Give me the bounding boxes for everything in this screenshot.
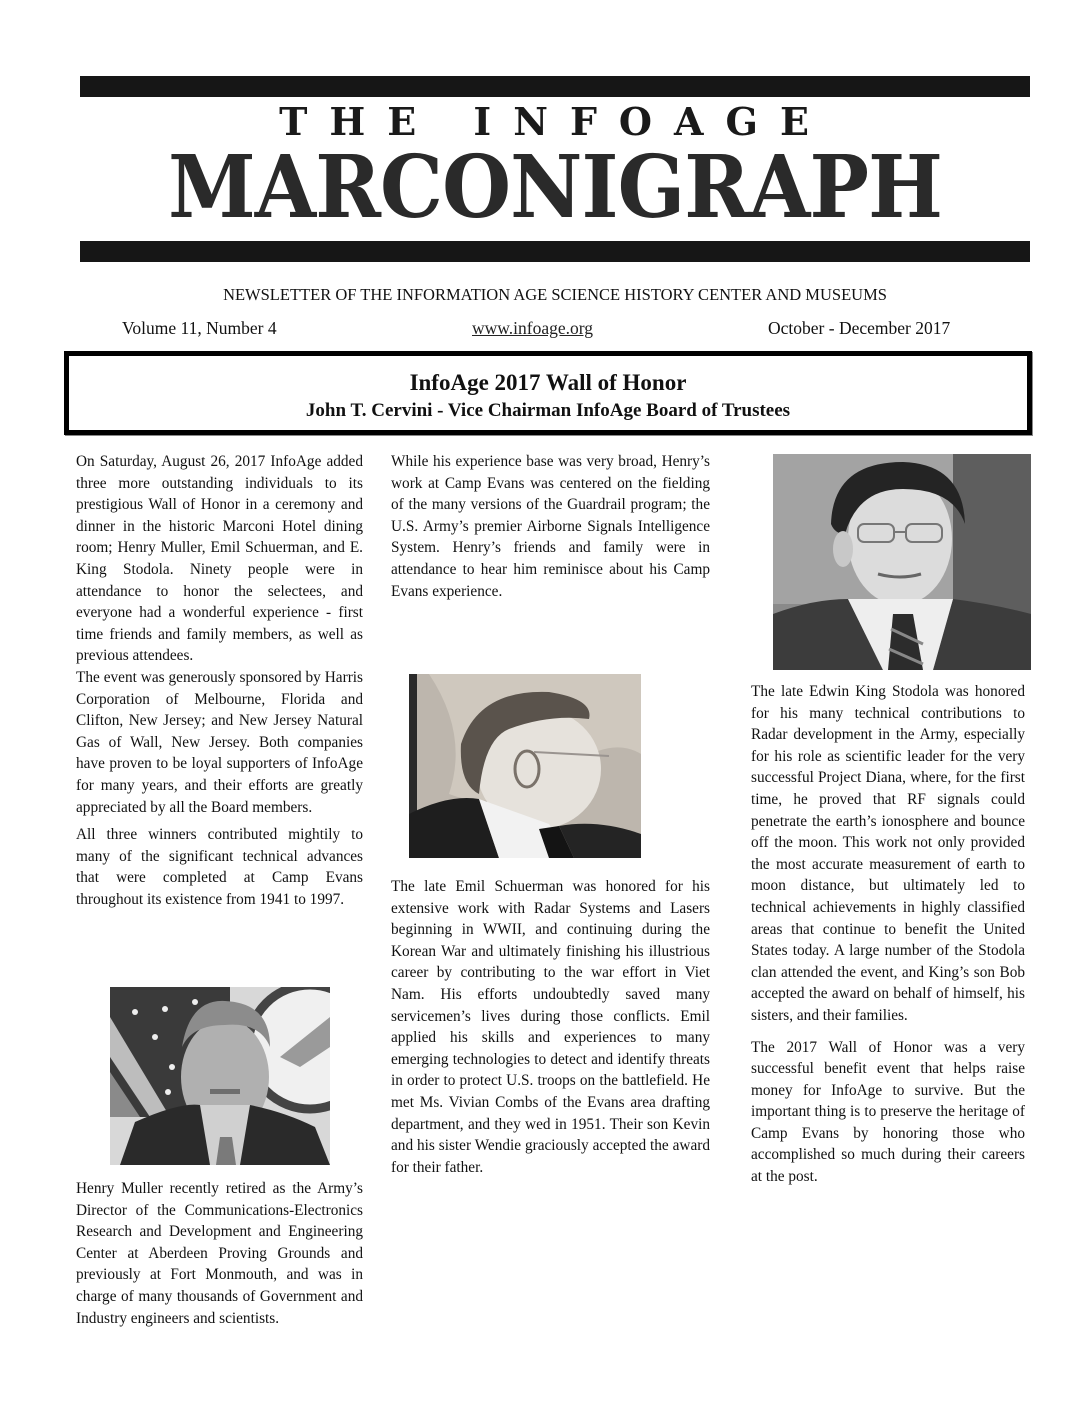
masthead-top-rule bbox=[80, 76, 1030, 97]
column-2-top bbox=[391, 451, 710, 602]
photo-henry-muller bbox=[110, 987, 330, 1165]
paragraph-sponsors: The event was generously sponsored by Harris Corporation of Melbourne, Florida and Clifton, New Jersey; and New Jersey Natural Gas of Wall, New Jersey. Both companies have proven to be loyal supporters of InfoAge for many years, and their efforts are greatly appreciated by all the Board members. bbox=[76, 668, 363, 816]
masthead-bottom-rule bbox=[80, 241, 1030, 262]
article-byline: John T. Cervini - Vice Chairman InfoAge Board of Trustees bbox=[305, 400, 791, 421]
paragraph-intro: On Saturday, August 26, 2017 InfoAge added three more outstanding individuals to its prestigious Wall of Honor in a ceremony and dinner in the historic Marconi Hotel dining room; Henry Muller, Emil Schuerman, and E. King Stodola. Ninety people were in attendance to honor the selectees, and everyone had a wonderful experience - first time friends and family members, as well as previous attendees. bbox=[76, 453, 363, 665]
paragraph-winners: All three winners contributed mightily to many of the significant technical advances that were completed at Camp Evans throughout its existence from 1941 to 1997. bbox=[76, 826, 363, 908]
column-1-bottom bbox=[76, 1178, 363, 1329]
photo-edwin-king-stodola bbox=[773, 454, 1031, 670]
paragraph-henry-muller: Henry Muller recently retired as the Army’s Director of the Communications-Electronics Research and Development and Engineering Center at Aberdeen Proving Grounds and previously at Fort Monmouth, and was in charge of many thousands of Government and Industry engineers and scientists. bbox=[76, 1180, 363, 1327]
issue-volume: Volume 11, Number 4 bbox=[122, 318, 277, 338]
column-1-top bbox=[76, 451, 363, 910]
article-title: InfoAge 2017 Wall of Honor bbox=[409, 370, 687, 395]
photo-emil-schuerman bbox=[409, 674, 641, 858]
masthead-title: MARCONIGRAPH bbox=[168, 137, 942, 238]
paragraph-closing: The 2017 Wall of Honor was a very successful benefit event that helps raise money for InfoAge to survive. But the important thing is to preserve the heritage of Camp Evans by honoring those who accomplished so much during their careers at the post. bbox=[751, 1038, 1025, 1186]
paragraph-edwin-stodola: The late Edwin King Stodola was honored for his many technical contributions to Radar development in the Army, especially for his role as scientific leader for the very successful Project Diana, where, for the first time, he proved that RF signals could penetrate the earth’s ionosphere and bounce off the moon. This work not only provided the most accurate measurement of earth to moon distance, but ultimately led to technical achievements in highly classified areas that continue to benefit the United States today. A large number of the Stodola clan attended the event, and King’s son Bob accepted the award on behalf of himself, his sisters, and their families. bbox=[751, 683, 1025, 1024]
newsletter-subtitle: NEWSLETTER OF THE INFORMATION AGE SCIENCE HISTORY CENTER AND MUSEUMS bbox=[223, 285, 887, 304]
paragraph-emil-schuerman: The late Emil Schuerman was honored for his extensive work with Radar Systems and Lasers beginning in WWII, and continuing during the Korean War and ultimately finishing his illustrious career by contributing to the war effort in Viet Nam. His efforts undoubtedly saved many servicemen’s lives during those conflicts. Emil applied his skills and experiences to many emerging technologies to detect and identify threats in order to protect U.S. troops on the battlefield. He met Ms. Vivian Combs of the Evans area drafting department, and they wed in 1951. Their son Kevin and his sister Wendie graciously accepted the award for their father. bbox=[391, 878, 710, 1176]
issue-date: October - December 2017 bbox=[768, 318, 951, 338]
article-title-box bbox=[64, 351, 1032, 435]
column-2-bottom bbox=[391, 876, 710, 1178]
masthead-line1: THE INFOAGE bbox=[279, 99, 831, 144]
website-link[interactable]: www.infoage.org bbox=[472, 318, 594, 338]
column-3-top bbox=[751, 681, 1025, 1188]
paragraph-henry-guardrail: While his experience base was very broad, Henry’s work at Camp Evans was centered on the fielding of the many versions of the Guardrail program; the U.S. Army’s premier Airborne Signals Intelligence System. Henry’s friends and family were in attendance to hear him reminisce about his Camp Evans experience. bbox=[391, 453, 710, 600]
